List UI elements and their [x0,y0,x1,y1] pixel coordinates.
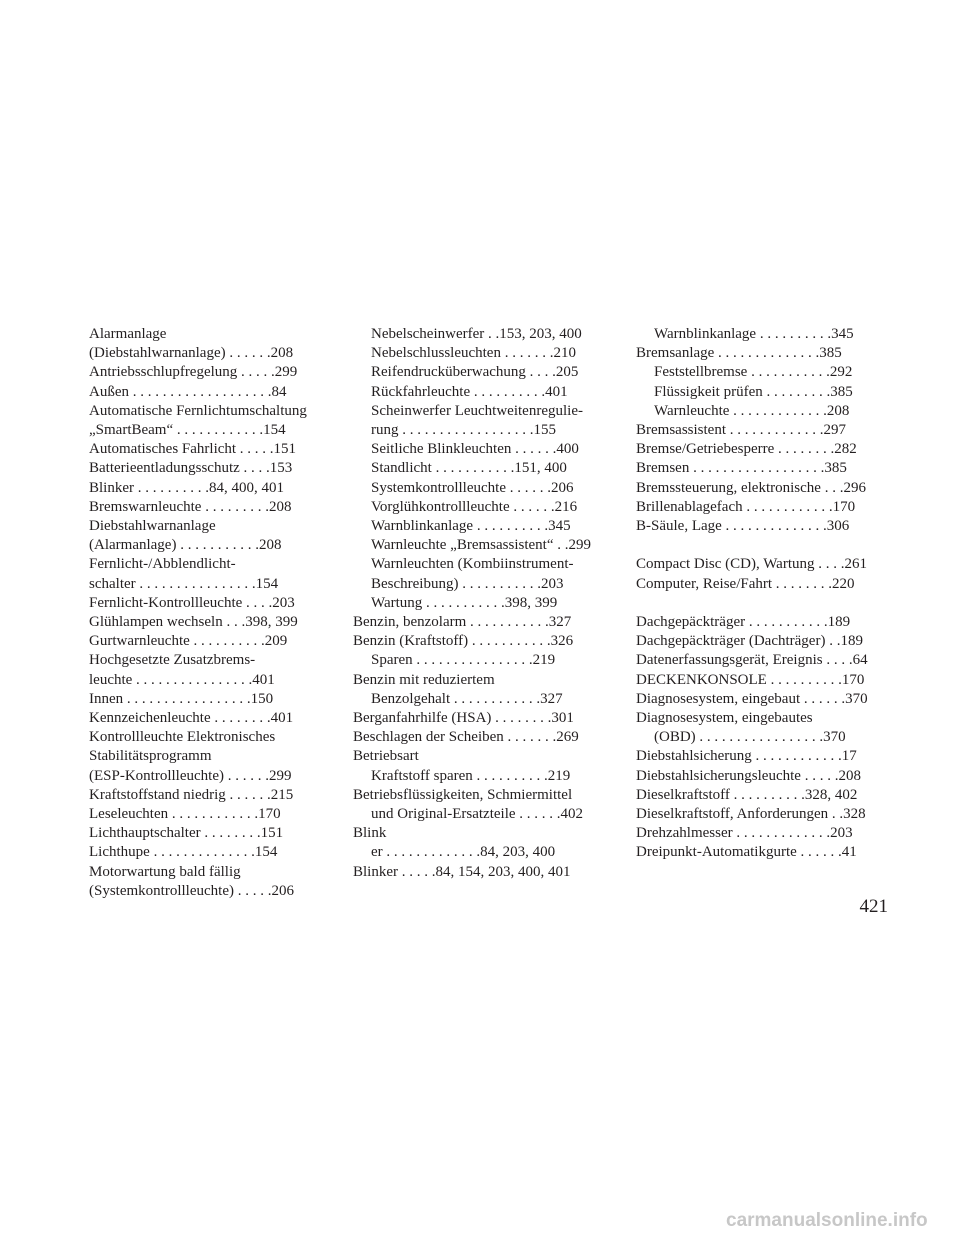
index-entry: (Systemkontrollleuchte) . . . . .206 [89,882,294,899]
index-entry: Hochgesetzte Zusatzbrems- [89,652,256,669]
index-entry: Seitliche Blinkleuchten . . . . . .400 [371,441,579,458]
index-entry: Nebelschlussleuchten . . . . . . .210 [371,345,576,362]
index-entry: Sparen . . . . . . . . . . . . . . . .219 [371,652,556,669]
index-entry: Automatisches Fahrlicht . . . . .151 [89,441,297,458]
index-entry: Computer, Reise/Fahrt . . . . . . . .220 [636,575,855,592]
index-entry: Betriebsflüssigkeiten, Schmiermittel [353,786,573,803]
index-entry: DECKENKONSOLE . . . . . . . . . .170 [636,671,865,688]
index-entry: Warnleuchte . . . . . . . . . . . . .208 [654,402,850,419]
index-entry: schalter . . . . . . . . . . . . . . . .154 [89,575,279,592]
index-entry: Dreipunkt-Automatikgurte . . . . . .41 [636,844,857,861]
index-entry: Benzin mit reduziertem [353,671,495,688]
index-entry: Feststellbremse . . . . . . . . . . .292 [654,364,853,381]
index-entry: Warnleuchten (Kombiinstrument- [371,556,574,573]
index-entry: Blink [353,825,387,842]
index-entry: Vorglühkontrollleuchte . . . . . .216 [371,498,578,515]
index-entry: Standlicht . . . . . . . . . . .151, 400 [371,460,567,477]
index-entry: (ESP-Kontrollleuchte) . . . . . .299 [89,767,292,784]
index-entry: Bremse/Getriebesperre . . . . . . . .282 [636,441,857,458]
index-entry: Bremswarnleuchte . . . . . . . . .208 [89,498,292,515]
index-entry: (OBD) . . . . . . . . . . . . . . . . .370 [654,729,846,746]
index-entry: leuchte . . . . . . . . . . . . . . . .401 [89,671,275,688]
index-entry: Dieselkraftstoff, Anforderungen . .328 [636,806,866,823]
index-entry: (Diebstahlwarnanlage) . . . . . .208 [89,345,294,362]
index-entry: Dachgepäckträger (Dachträger) . .189 [636,633,863,650]
index-entry: Diagnosesystem, eingebautes [636,710,813,727]
index-entry: Gurtwarnleuchte . . . . . . . . . .209 [89,633,288,650]
index-entry: Lichthupe . . . . . . . . . . . . . .154 [89,844,278,861]
index-entry: Diebstahlsicherungsleuchte . . . . .208 [636,767,861,784]
index-entry: Beschreibung) . . . . . . . . . . .203 [371,575,564,592]
page-number: 421 [859,896,888,917]
watermark: carmanualsonline.info [726,1210,928,1231]
index-entry: rung . . . . . . . . . . . . . . . . . .155 [371,422,556,439]
index-column-2 [353,325,603,882]
index-entry: Blinker . . . . .84, 154, 203, 400, 401 [353,863,571,880]
index-entry: Flüssigkeit prüfen . . . . . . . . .385 [654,383,853,400]
index-entry: Blinker . . . . . . . . . .84, 400, 401 [89,479,284,496]
index-entry: Kontrollleuchte Elektronisches [89,729,276,746]
index-entry: Innen . . . . . . . . . . . . . . . . .150 [89,690,274,707]
index-entry: Kraftstoff sparen . . . . . . . . . .219 [371,767,571,784]
index-entry: Glühlampen wechseln . . .398, 399 [89,614,298,631]
index-entry: Warnblinkanlage . . . . . . . . . .345 [654,326,854,342]
index-entry: Bremssteuerung, elektronische . . .296 [636,479,866,496]
index-column-3 [636,325,886,863]
index-entry: Systemkontrollleuchte . . . . . .206 [371,479,574,496]
index-entry: Antriebsschlupfregelung . . . . .299 [89,364,298,381]
index-entry: und Original-Ersatzteile . . . . . .402 [371,806,584,823]
index-entry: Rückfahrleuchte . . . . . . . . . .401 [371,383,568,400]
index-entry: Warnleuchte „Bremsassistent“ . .299 [371,537,591,554]
index-entry: Nebelscheinwerfer . .153, 203, 400 [371,326,582,342]
index-entry: Alarmanlage [89,326,167,342]
section-gap [636,594,886,613]
index-entry: Fernlicht-/Abblendlicht- [89,556,236,573]
index-entry: Dachgepäckträger . . . . . . . . . . .189 [636,614,851,631]
index-entry: Außen . . . . . . . . . . . . . . . . . . .84 [89,383,287,400]
index-entry: Bremsassistent . . . . . . . . . . . . .297 [636,422,846,439]
index-entry: Drehzahlmesser . . . . . . . . . . . . .203 [636,825,853,842]
index-entry: Benzin, benzolarm . . . . . . . . . . .327 [353,614,572,631]
index-entry: Lichthauptschalter . . . . . . . .151 [89,825,284,842]
index-entry: Diebstahlsicherung . . . . . . . . . . . .17 [636,748,857,765]
index-entry: Datenerfassungsgerät, Ereignis . . . .64 [636,652,868,669]
index-entry: Brillenablagefach . . . . . . . . . . . .170 [636,498,856,515]
index-entry: Batterieentladungsschutz . . . .153 [89,460,293,477]
index-entry: (Alarmanlage) . . . . . . . . . . .208 [89,537,282,554]
index-entry: Kennzeichenleuchte . . . . . . . .401 [89,710,294,727]
index-entry: Kraftstoffstand niedrig . . . . . .215 [89,786,294,803]
index-entry: Bremsanlage . . . . . . . . . . . . . .385 [636,345,842,362]
index-entry: Stabilitätsprogramm [89,748,212,765]
index-entry: Diebstahlwarnanlage [89,518,216,535]
index-entry: Benzolgehalt . . . . . . . . . . . .327 [371,690,563,707]
index-entry: Beschlagen der Scheiben . . . . . . .269 [353,729,579,746]
index-entry: Benzin (Kraftstoff) . . . . . . . . . . .326 [353,633,574,650]
index-entry: er . . . . . . . . . . . . .84, 203, 400 [371,844,556,861]
section-gap [636,536,886,555]
index-entry: Warnblinkanlage . . . . . . . . . .345 [371,518,571,535]
index-entry: Bremsen . . . . . . . . . . . . . . . . . .385 [636,460,847,477]
index-entry: Leseleuchten . . . . . . . . . . . .170 [89,806,281,823]
index-entry: Reifendrucküberwachung . . . .205 [371,364,579,381]
index-entry: Diagnosesystem, eingebaut . . . . . .370 [636,690,868,707]
index-entry: Berganfahrhilfe (HSA) . . . . . . . .301 [353,710,574,727]
index-entry: Betriebsart [353,748,419,765]
index-entry: Dieselkraftstoff . . . . . . . . . .328, 402 [636,786,858,803]
index-entry: Automatische Fernlichtumschaltung [89,402,307,419]
index-entry: Motorwartung bald fällig [89,863,241,880]
index-entry: Compact Disc (CD), Wartung . . . .261 [636,556,867,573]
index-entry: „SmartBeam“ . . . . . . . . . . . .154 [89,422,286,439]
index-entry: Scheinwerfer Leuchtweitenregulie- [371,402,583,419]
index-entry: B-Säule, Lage . . . . . . . . . . . . . .306 [636,518,850,535]
index-column-1 [89,325,321,901]
index-entry: Wartung . . . . . . . . . . .398, 399 [371,594,558,611]
index-entry: Fernlicht-Kontrollleuchte . . . .203 [89,594,295,611]
